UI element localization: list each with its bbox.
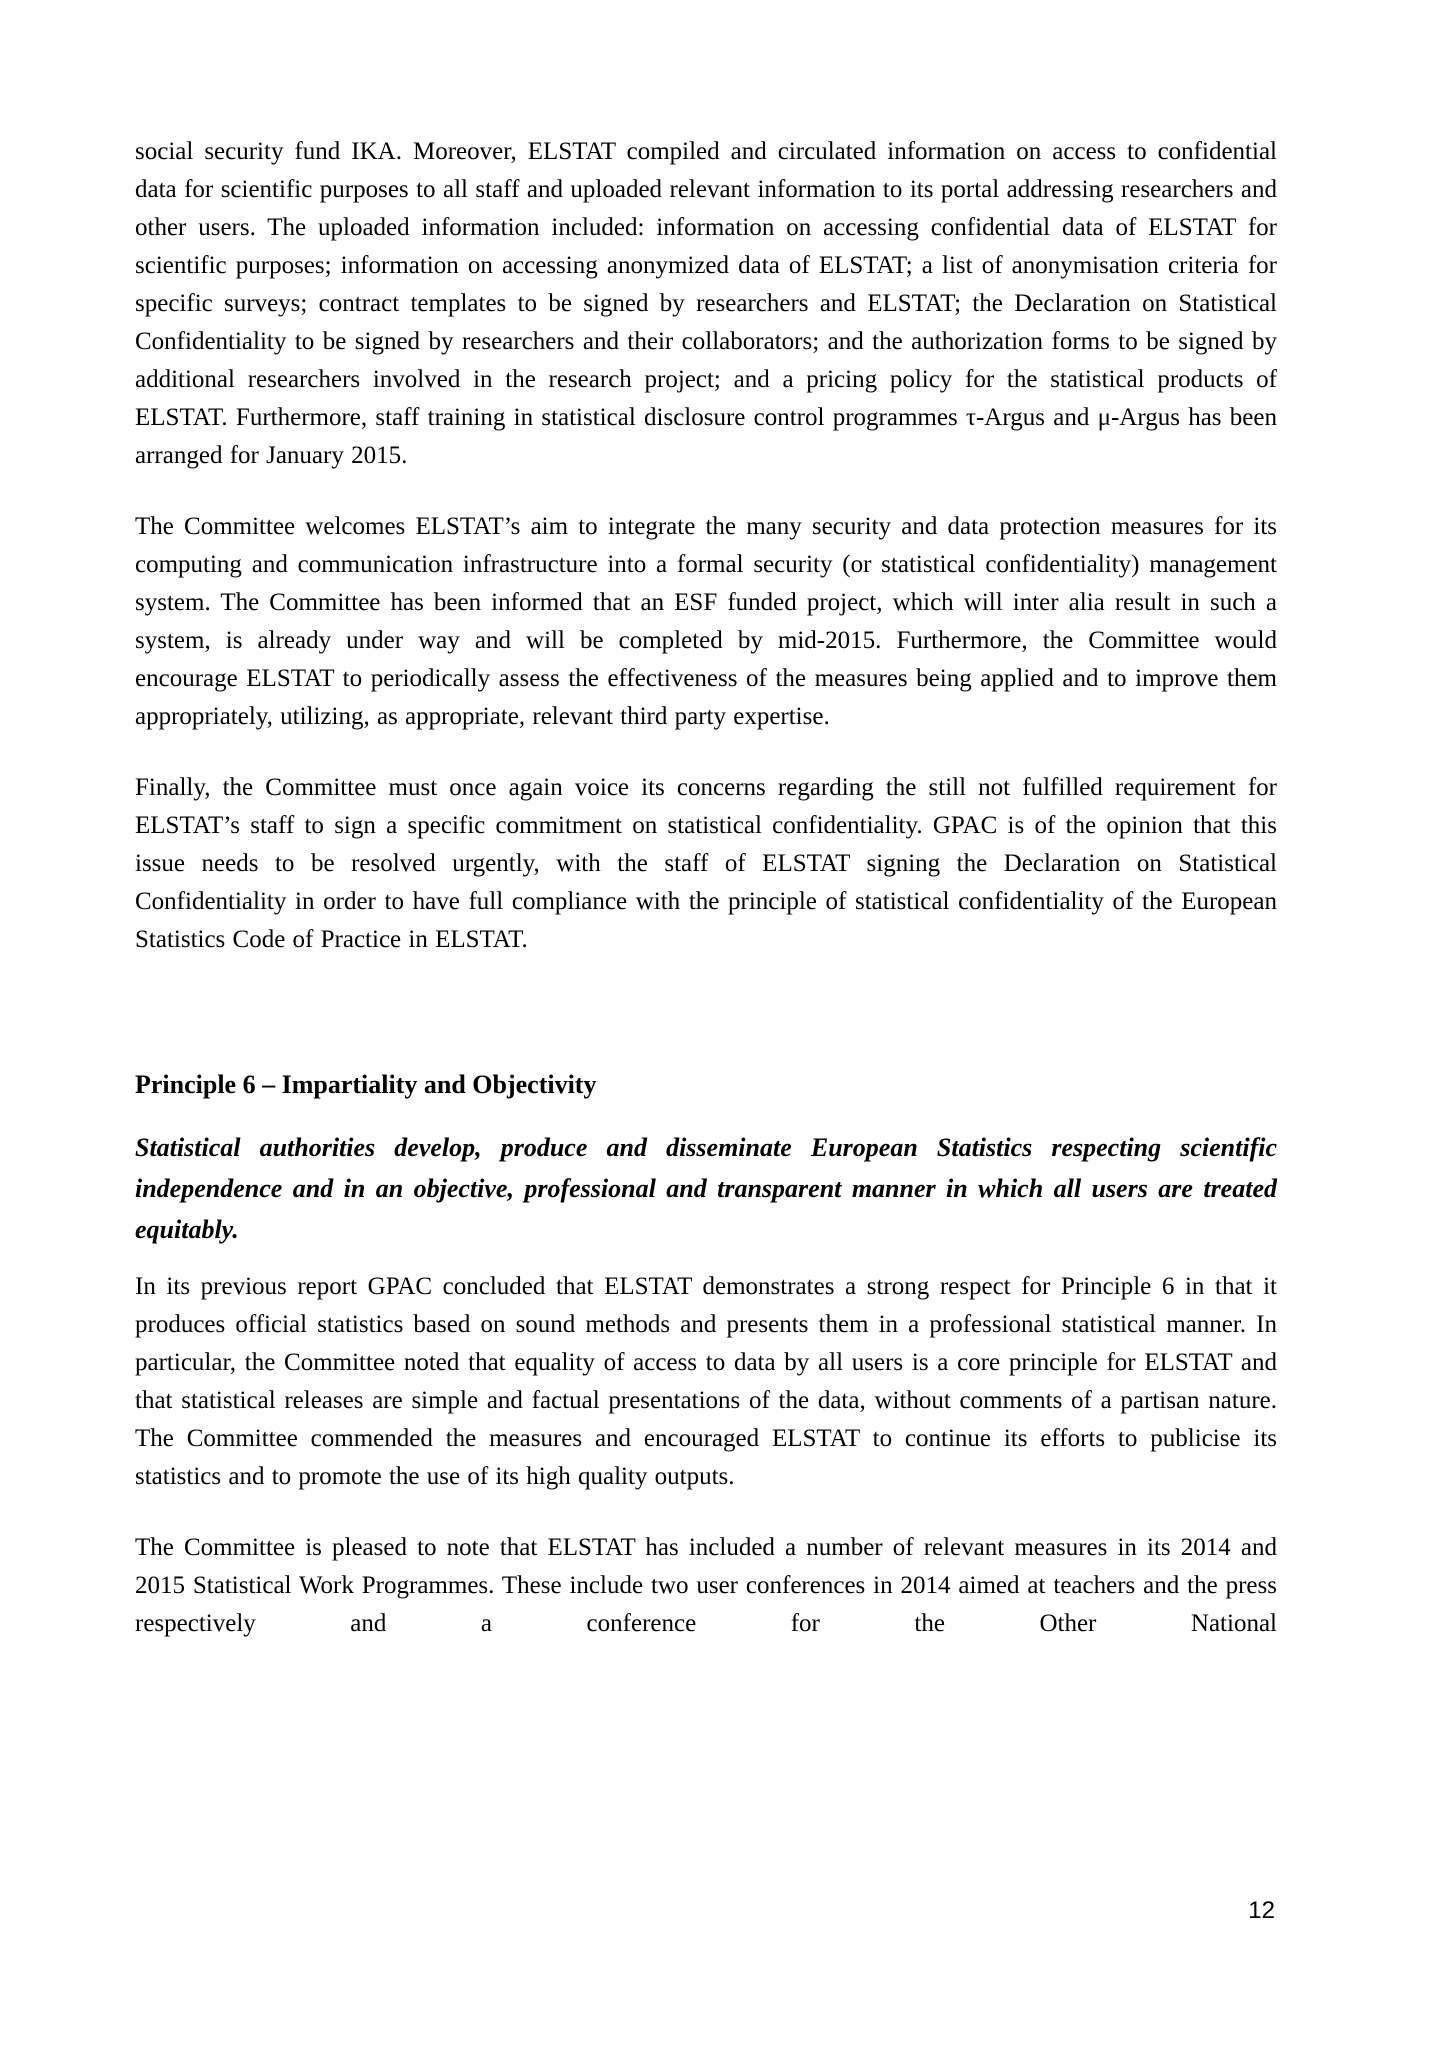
paragraph-security-management-system: The Committee welcomes ELSTAT’s aim to integrate the many security and data protection measures for its computing and communication infrastructure into a formal security (or statistical confidentiality) management system. The Committee has been informed that an ESF funded project, which will inter alia result in such a system, is already under way and will be completed by mid-2015. Furthermore, the Committee would encourage ELSTAT to periodically assess the effectiveness of the measures being applied and to improve them appropriately, utilizing, as appropriate, relevant third party expertise. xyxy=(135,513,1277,730)
principle-statement-text: Statistical authorities develop, produce and disseminate European Statistics respecting scientific independence and in an objective, professional and transparent manner in which all users are treated equitably. xyxy=(135,1133,1277,1244)
paragraph-previous-report-conclusion: In its previous report GPAC concluded that ELSTAT demonstrates a strong respect for Principle 6 in that it produces official statistics based on sound methods and presents them in a professional statistical manner. In particular, the Committee noted that equality of access to data by all users is a core principle for ELSTAT and that statistical releases are simple and factual presentations of the data, without comments of a partisan nature. The Committee commended the measures and encouraged ELSTAT to continue its efforts to publicise its statistics and to promote the use of its high quality outputs. xyxy=(135,1273,1277,1490)
paragraph-work-programmes: The Committee is pleased to note that ELSTAT has included a number of relevant measures in its 2014 and 2015 Statistical Work Programmes. These include two user conferences in 2014 aimed at teachers and the press respectively and a conference for the Other National xyxy=(135,1534,1277,1637)
page-content xyxy=(135,133,1277,1643)
paragraph-confidentiality-commitment: Finally, the Committee must once again voice its concerns regarding the still not fulfilled requirement for ELSTAT’s staff to sign a specific commitment on statistical confidentiality. GPAC is of the opinion that this issue needs to be resolved urgently, with the staff of ELSTAT signing the Declaration on Statistical Confidentiality in order to have full compliance with the principle of statistical confidentiality of the European Statistics Code of Practice in ELSTAT. xyxy=(135,774,1277,953)
page-number: 12 xyxy=(1248,1897,1275,1924)
paragraph-confidential-data-access: social security fund IKA. Moreover, ELSTAT compiled and circulated information on access to confidential data for scientific purposes to all staff and uploaded relevant information to its portal addressing researchers and other users. The uploaded information included: information on accessing confidential data of ELSTAT for scientific purposes; information on accessing anonymized data of ELSTAT; a list of anonymisation criteria for specific surveys; contract templates to be signed by researchers and ELSTAT; the Declaration on Statistical Confidentiality to be signed by researchers and their collaborators; and the authorization forms to be signed by additional researchers involved in the research project; and a pricing policy for the statistical products of ELSTAT. Furthermore, staff training in statistical disclosure control programmes τ-Argus and μ-Argus has been arranged for January 2015. xyxy=(135,138,1277,469)
section-heading-principle-6: Principle 6 – Impartiality and Objectivity xyxy=(135,1070,597,1099)
